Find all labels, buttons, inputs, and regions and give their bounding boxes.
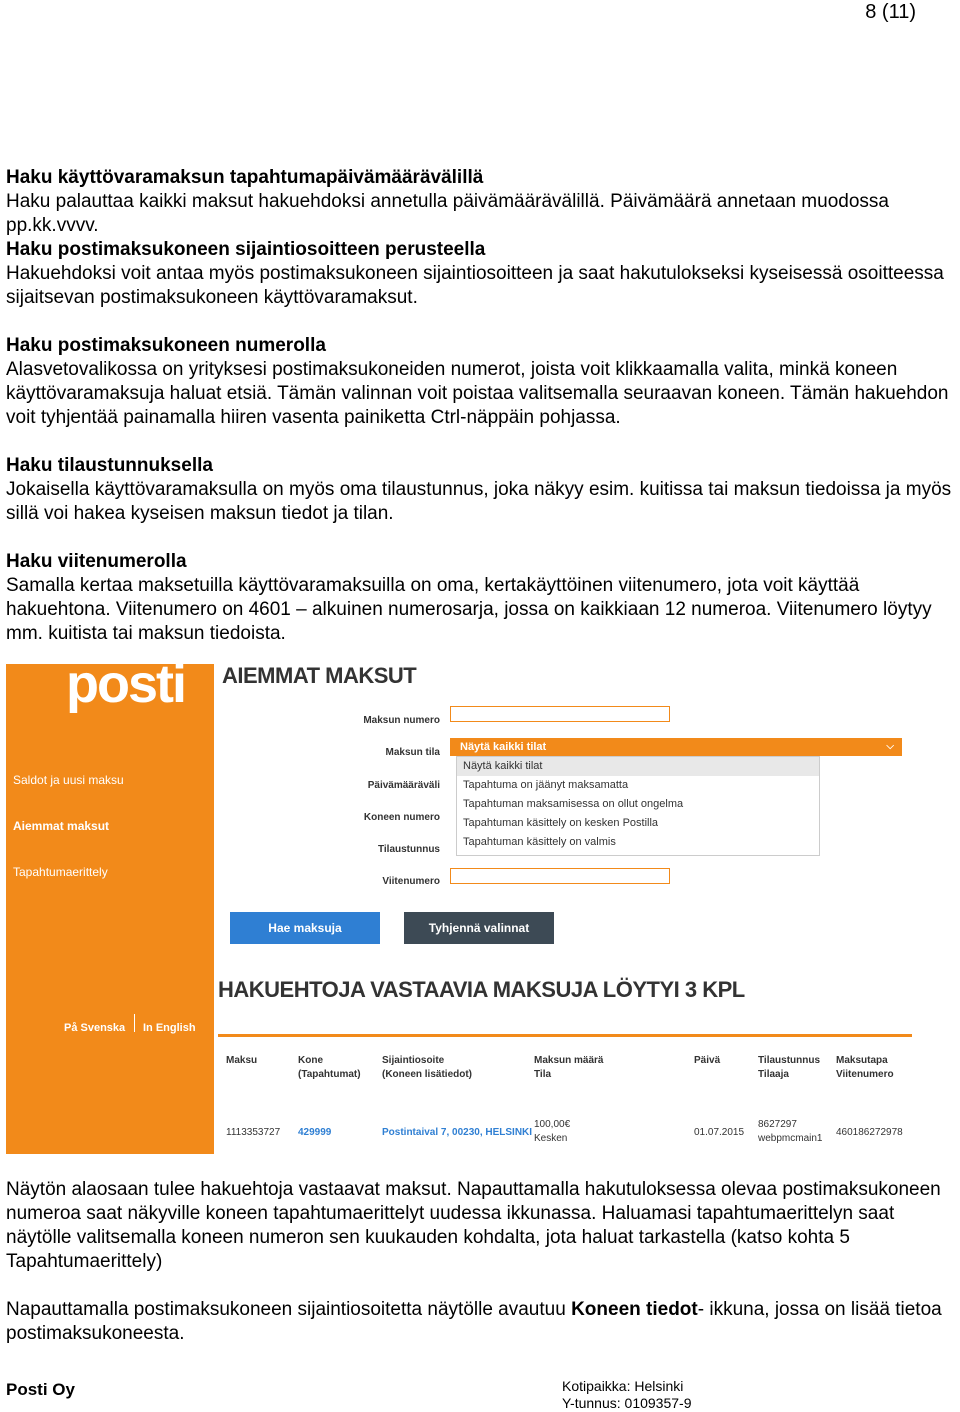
field-label: Päivämääräväli — [367, 780, 440, 791]
section-reference — [6, 550, 958, 646]
lang-swedish-link[interactable]: På Svenska — [64, 1022, 126, 1034]
field-label: Maksun numero — [363, 715, 440, 726]
section-machine-number — [6, 334, 958, 430]
lang-english-link[interactable]: In English — [143, 1022, 196, 1034]
results-divider — [218, 1034, 912, 1037]
lang-divider — [134, 1014, 135, 1032]
field-label: Maksun tila — [385, 747, 440, 758]
sidebar-item-aiemmat[interactable]: Aiemmat maksut — [13, 819, 110, 833]
section-heading: Haku käyttövaramaksun tapahtumapäivämäärävälillä — [6, 167, 484, 188]
dropdown-option[interactable]: Tapahtuman käsittely on valmis — [463, 836, 616, 848]
column-header: Maksun määrä Tila — [534, 1055, 604, 1080]
document-continuation — [6, 1178, 958, 1346]
cell-tilaus: 8627297 webpmcmain1 — [758, 1119, 823, 1144]
section-text: Jokaisella käyttövaramaksulla on myös oma tilaustunnus, joka näkyy esim. kuitissa tai maksun tiedoissa ja myös sillä voi hakea kyseisen maksun tiedot ja tilan. — [6, 479, 952, 524]
document-body — [6, 166, 958, 670]
section-text: Alasvetovalikossa on yrityksesi postimaksukoneiden numerot, joista voit klikkaamalla valita, minkä koneen käyttövaramaksuja haluat etsiä. Tämän valinnan voit poistaa valitsemalla seuraavan koneen. Tämän hakuehdon voit tyhjentää painamalla hiiren vasenta painiketta Ctrl-näppäin pohjassa. — [6, 359, 949, 428]
column-header: Kone (Tapahtumat) — [298, 1055, 361, 1080]
page-number: 8 (11) — [865, 1, 916, 23]
section-text: Haku palauttaa kaikki maksut hakuehdoksi annetulla päivämäärävälillä. Päivämäärä annetaan muodossa pp.kk.vvvv. — [6, 191, 889, 236]
search-button[interactable]: Hae maksuja — [230, 912, 380, 944]
footer-company: Posti Oy — [6, 1380, 75, 1399]
select-value: Näytä kaikki tilat — [460, 741, 547, 753]
field-label: Viitenumero — [382, 876, 440, 887]
section-date-range — [6, 166, 958, 238]
results-title: HAKUEHTOJA VASTAAVIA MAKSUJA LÖYTYI 3 KPL — [218, 977, 745, 1002]
sidebar-item-saldot[interactable]: Saldot ja uusi maksu — [13, 773, 124, 787]
column-header: Maksu — [226, 1055, 258, 1066]
section-heading: Haku postimaksukoneen sijaintiosoitteen perusteella — [6, 239, 486, 260]
screenshot-title: AIEMMAT MAKSUT — [222, 664, 417, 688]
column-header: Maksutapa Viitenumero — [836, 1055, 894, 1080]
embedded-screenshot — [6, 664, 922, 1154]
dropdown-option[interactable]: Tapahtuman maksamisessa on ollut ongelma — [463, 798, 684, 810]
field-label: Tilaustunnus — [377, 844, 440, 855]
cell-paiva: 01.07.2015 — [694, 1127, 745, 1138]
section-heading: Haku viitenumerolla — [6, 551, 187, 572]
column-header: Päivä — [694, 1055, 721, 1066]
cell-viitenumero: 460186272978 — [836, 1127, 903, 1138]
column-header: Sijaintiosoite (Koneen lisätiedot) — [382, 1055, 473, 1080]
chevron-down-icon: ⌵ — [886, 741, 894, 752]
cell-maksu: 1113353727 — [226, 1127, 281, 1138]
cell-osoite-link[interactable]: Postintaival 7, 00230, HELSINKI — [382, 1127, 533, 1138]
cell-maara: 100,00€ Kesken — [534, 1119, 571, 1144]
posti-logo: posti — [66, 664, 185, 714]
section-address — [6, 238, 958, 310]
section-heading: Haku tilaustunnuksella — [6, 455, 213, 476]
section-text: Hakuehdoksi voit antaa myös postimaksukoneen sijaintiosoitteen ja saat hakutulokseksi kyseisessä osoitteessa sijaitsevan postimaksukoneen käyttövaramaksut. — [6, 263, 944, 308]
cell-kone-link[interactable]: 429999 — [298, 1127, 332, 1138]
dropdown-option[interactable]: Tapahtuman käsittely on kesken Postilla — [463, 817, 659, 829]
dropdown-option[interactable]: Näytä kaikki tilat — [457, 757, 819, 776]
viitenumero-input[interactable] — [450, 868, 670, 884]
sidebar — [6, 664, 214, 1154]
column-header: Tilaustunnus Tilaaja — [758, 1055, 821, 1080]
maksun-tila-select[interactable] — [450, 738, 902, 756]
paragraph: Näytön alaosaan tulee hakuehtoja vastaavat maksut. Napauttamalla hakutuloksessa olevaa postimaksukoneen numeroa saat näkyville koneen tapahtumaerittelyt uudessa ikkunassa. Haluamasi tapahtumaerittelyn saat näytölle valitsemalla koneen numeron sen kuukauden kohdalta, jota haluat tarkastella (katso kohta 5 Tapahtumaerittely) — [6, 1179, 941, 1272]
dropdown-list — [456, 756, 820, 856]
maksun-numero-input[interactable] — [450, 706, 670, 722]
section-order-id — [6, 454, 958, 526]
sidebar-item-tapahtumaerittely[interactable]: Tapahtumaerittely — [13, 865, 108, 879]
footer-info: Kotipaikka: Helsinki Y-tunnus: 0109357-9 — [562, 1378, 692, 1411]
field-label: Koneen numero — [363, 812, 440, 823]
paragraph: Napauttamalla postimaksukoneen sijaintiosoitetta näytölle avautuu Koneen tiedot- ikkuna, jossa on lisää tietoa postimaksukoneesta. — [6, 1299, 942, 1344]
clear-button[interactable]: Tyhjennä valinnat — [404, 912, 554, 944]
dropdown-option[interactable]: Tapahtuma on jäänyt maksamatta — [463, 779, 629, 791]
section-text: Samalla kertaa maksetuilla käyttövaramaksuilla on oma, kertakäyttöinen viitenumero, jota voit käyttää hakuehtona. Viitenumero on 4601 – alkuinen numerosarja, jossa on kaikkiaan 12 numeroa. Viitenumero löytyy mm. kuitista tai maksun tiedoista. — [6, 575, 932, 644]
section-heading: Haku postimaksukoneen numerolla — [6, 335, 326, 356]
